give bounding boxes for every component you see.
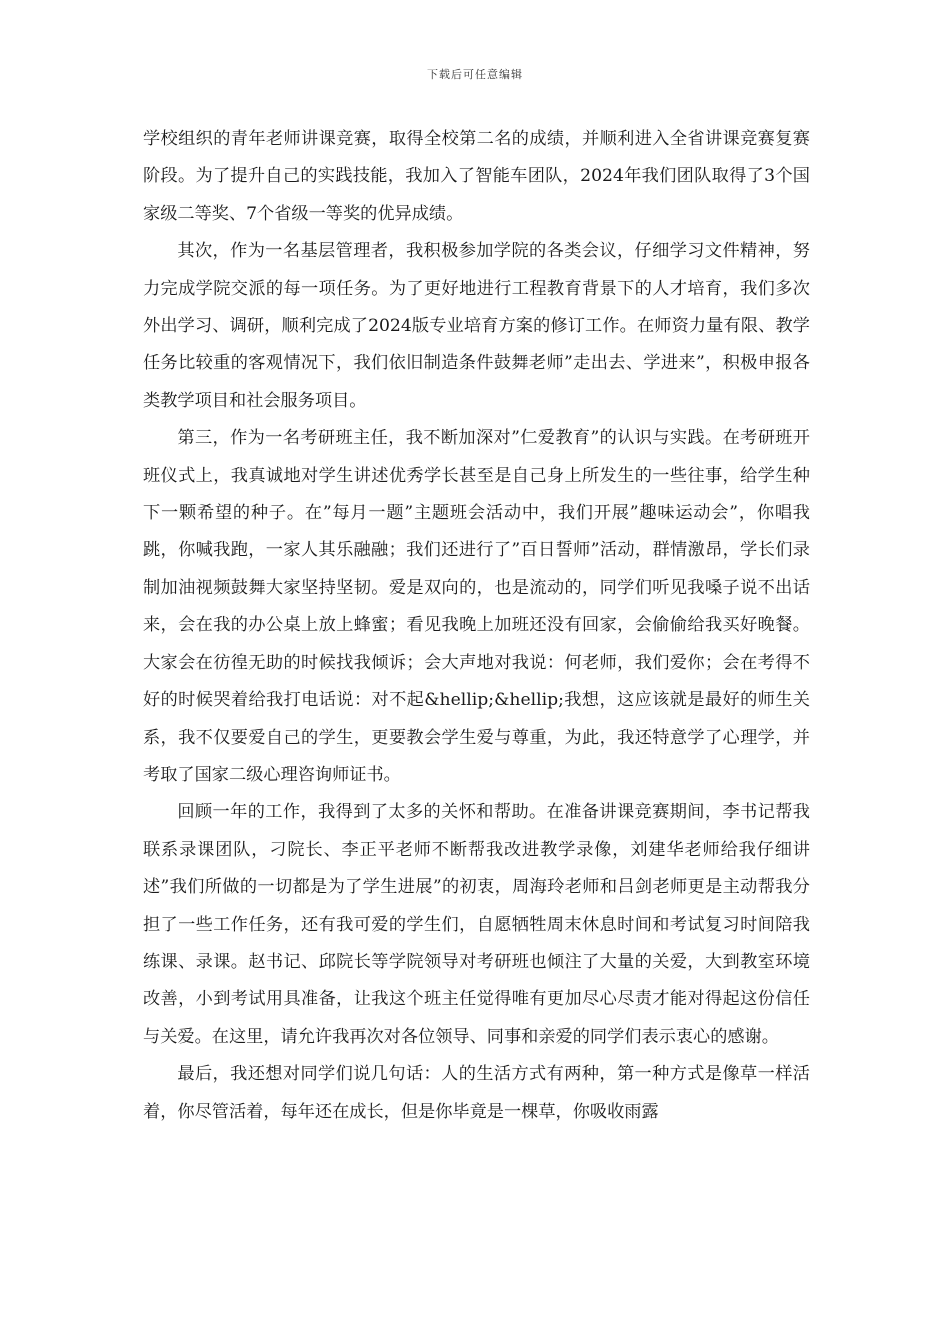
paragraph-class-advisor: 第三，作为一名考研班主任，我不断加深对”仁爱教育”的认识与实践。在考研班开班仪式上，我真诚地对学生讲述优秀学长甚至是自己身上所发生的一些往事，给学生种下一颗希望的种子。在”每月一题”主题班会活动中，我们开展”趣味运动会”，你唱我跳，你喊我跑，一家人其乐融融；我们还进行了”百日誓师”活动，群情激昂，学长们录制加油视频鼓舞大家坚持坚韧。爱是双向的，也是流动的，同学们听见我嗓子说不出话来，会在我的办公桌上放上蜂蜜；看见我晚上加班还没有回家，会偷偷给我买好晚餐。大家会在彷徨无助的时候找我倾诉；会大声地对我说：何老师，我们爱你；会在考得不好的时候哭着给我打电话说：对不起&hellip;&hellip;我想，这应该就是最好的师生关系，我不仅要爱自己的学生，更要教会学生爱与尊重，为此，我还特意学了心理学，并考取了国家二级心理咨询师证书。 <box>143 428 810 785</box>
page-header-note: 下载后可任意编辑 <box>427 68 523 81</box>
paragraph-gratitude: 回顾一年的工作，我得到了太多的关怀和帮助。在准备讲课竞赛期间，李书记帮我联系录课团队，刁院长、李正平老师不断帮我改进教学录像，刘建华老师给我仔细讲述”我们所做的一切都是为了学生进展”的初衷，周海玲老师和吕剑老师更是主动帮我分担了一些工作任务，还有我可爱的学生们，自愿牺牲周末休息时间和考试复习时间陪我练课、录课。赵书记、邱院长等学院领导对考研班也倾注了大量的关爱，大到教室环境改善，小到考试用具准备，让我这个班主任觉得唯有更加尽心尽责才能对得起这份信任与关爱。在这里，请允许我再次对各位领导、同事和亲爱的同学们表示衷心的感谢。 <box>143 802 810 1047</box>
paragraph-closing: 最后，我还想对同学们说几句话：人的生活方式有两种，第一种方式是像草一样活着，你尽管活着，每年还在成长，但是你毕竟是一棵草，你吸收雨露 <box>143 1064 810 1122</box>
paragraph-competition-continued: 学校组织的青年老师讲课竞赛，取得全校第二名的成绩，并顺利进入全省讲课竞赛复赛阶段。为了提升自己的实践技能，我加入了智能车团队，2024年我们团队取得了3个国家级二等奖、7个省级一等奖的优异成绩。 <box>143 129 810 224</box>
paragraph-management: 其次，作为一名基层管理者，我积极参加学院的各类会议，仔细学习文件精神，努力完成学院交派的每一项任务。为了更好地进行工程教育背景下的人才培育，我们多次外出学习、调研，顺利完成了2024版专业培育方案的修订工作。在师资力量有限、教学任务比较重的客观情况下，我们依旧制造条件鼓舞老师”走出去、学进来”，积极申报各类教学项目和社会服务项目。 <box>143 241 810 411</box>
document-body <box>143 121 810 1131</box>
